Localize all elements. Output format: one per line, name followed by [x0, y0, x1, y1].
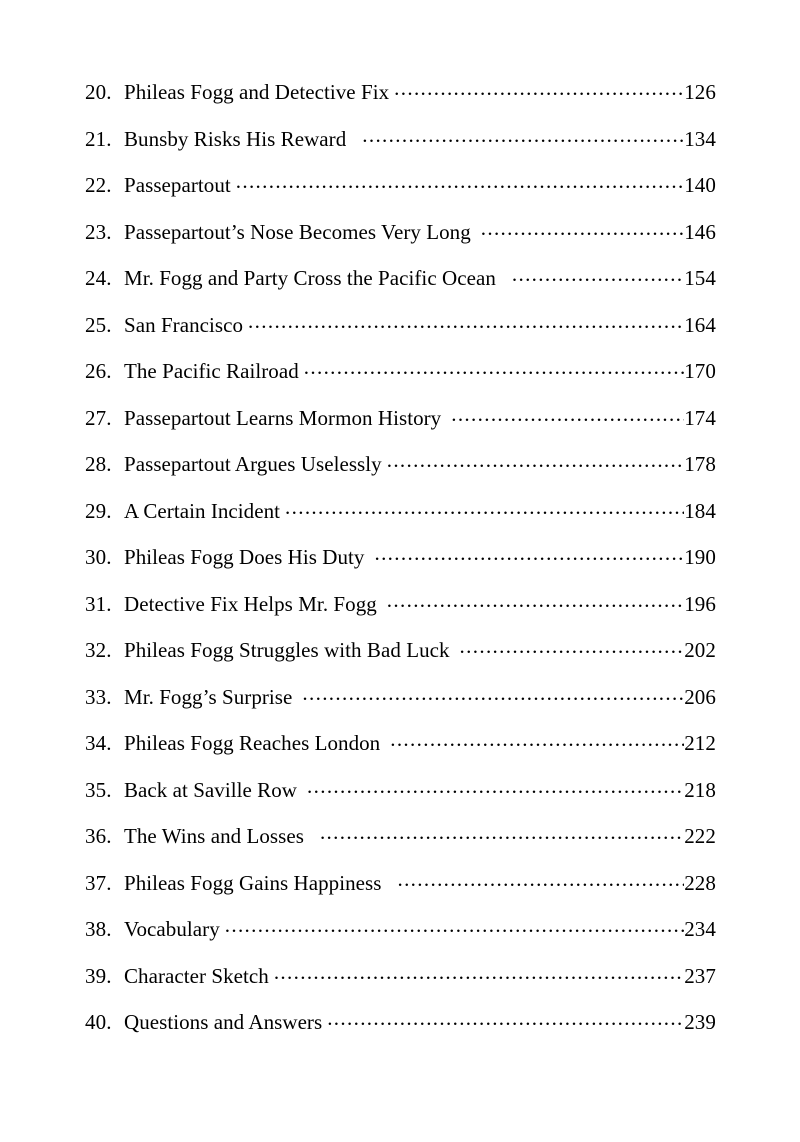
toc-dot-leader [394, 78, 684, 99]
toc-dot-leader [397, 869, 684, 890]
toc-entry-page-number: 212 [684, 731, 716, 755]
toc-dot-leader [274, 962, 684, 983]
toc-entry-number: 35. [85, 777, 112, 802]
toc-dot-leader [248, 311, 684, 332]
toc-entry-page-number: 202 [684, 638, 716, 662]
toc-entry-title: Mr. Fogg and Party Cross the Pacific Ocean [124, 266, 496, 290]
toc-entry-number: 21. [85, 126, 112, 151]
toc-entry-title: San Francisco [124, 312, 244, 337]
toc-entry[interactable] [85, 357, 716, 404]
toc-entry-number: 34. [85, 731, 112, 755]
toc-dot-leader [387, 450, 684, 471]
toc-entry-page-number: 126 [684, 80, 716, 104]
toc-entry[interactable] [85, 962, 716, 1009]
toc-dot-leader [374, 543, 684, 564]
toc-dot-leader [362, 125, 684, 146]
toc-entry[interactable] [85, 218, 716, 265]
table-of-contents-list [85, 78, 716, 1055]
toc-dot-leader [390, 729, 684, 750]
toc-dot-leader [320, 822, 684, 843]
toc-entry-number: 25. [85, 312, 112, 337]
toc-entry-page-number: 239 [684, 1010, 716, 1034]
toc-entry[interactable] [85, 543, 716, 590]
toc-dot-leader [302, 683, 684, 704]
toc-entry[interactable] [85, 450, 716, 497]
toc-entry[interactable] [85, 729, 716, 776]
toc-entry-title: Mr. Fogg’s Surprise [124, 684, 293, 709]
toc-entry-title: Passepartout Argues Uselessly [124, 452, 382, 476]
toc-entry-number: 30. [85, 545, 112, 569]
toc-entry-title: Passepartout [124, 173, 231, 197]
toc-entry-number: 36. [85, 824, 112, 848]
toc-entry-page-number: 174 [684, 405, 716, 430]
toc-entry-page-number: 196 [684, 591, 716, 616]
toc-entry-title: Passepartout Learns Mormon History [124, 405, 442, 430]
toc-entry-page-number: 170 [684, 359, 716, 383]
toc-dot-leader [451, 404, 684, 425]
toc-entry-title: Phileas Fogg Gains Happiness [124, 870, 382, 895]
toc-entry[interactable] [85, 915, 716, 962]
toc-entry-page-number: 178 [684, 452, 716, 476]
toc-dot-leader [481, 218, 684, 239]
toc-entry-number: 26. [85, 359, 112, 383]
toc-entry-number: 28. [85, 452, 112, 476]
toc-entry-number: 40. [85, 1010, 112, 1034]
toc-entry-page-number: 228 [684, 870, 716, 895]
toc-entry[interactable] [85, 171, 716, 218]
toc-entry-number: 20. [85, 80, 112, 104]
toc-entry-number: 23. [85, 219, 112, 244]
toc-entry-title: Phileas Fogg and Detective Fix [124, 80, 390, 104]
toc-dot-leader [512, 264, 684, 285]
toc-entry-page-number: 222 [684, 824, 716, 848]
toc-entry-page-number: 134 [684, 126, 716, 151]
toc-entry[interactable] [85, 1008, 716, 1055]
toc-entry-page-number: 184 [684, 498, 716, 523]
toc-entry-title: Character Sketch [124, 963, 269, 988]
toc-entry-number: 22. [85, 173, 112, 197]
toc-entry-page-number: 190 [684, 545, 716, 569]
toc-entry-number: 29. [85, 498, 112, 523]
toc-entry-page-number: 140 [684, 173, 716, 197]
toc-entry-page-number: 164 [684, 312, 716, 337]
toc-entry[interactable] [85, 78, 716, 125]
toc-entry-title: Questions and Answers [124, 1010, 323, 1034]
toc-entry-number: 38. [85, 917, 112, 941]
toc-entry-title: The Pacific Railroad [124, 359, 299, 383]
toc-entry-number: 31. [85, 591, 112, 616]
toc-entry[interactable] [85, 264, 716, 311]
toc-dot-leader [327, 1008, 684, 1029]
toc-entry[interactable] [85, 497, 716, 544]
toc-entry-number: 24. [85, 266, 112, 290]
toc-entry-title: Detective Fix Helps Mr. Fogg [124, 591, 377, 616]
toc-dot-leader [285, 497, 684, 518]
toc-entry[interactable] [85, 311, 716, 358]
toc-entry-number: 39. [85, 963, 112, 988]
toc-dot-leader [236, 171, 684, 192]
toc-entry[interactable] [85, 636, 716, 683]
toc-entry-number: 37. [85, 870, 112, 895]
toc-entry-title: Phileas Fogg Reaches London [124, 731, 381, 755]
toc-dot-leader [387, 590, 684, 611]
toc-entry-title: Bunsby Risks His Reward [124, 126, 347, 151]
toc-dot-leader [304, 357, 684, 378]
toc-entry-title: Back at Saville Row [124, 777, 298, 802]
toc-entry[interactable] [85, 683, 716, 730]
toc-entry[interactable] [85, 404, 716, 451]
toc-entry[interactable] [85, 822, 716, 869]
toc-entry[interactable] [85, 125, 716, 172]
toc-dot-leader [460, 636, 685, 657]
toc-entry-page-number: 218 [684, 777, 716, 802]
toc-entry-page-number: 234 [684, 917, 716, 941]
toc-entry-title: Passepartout’s Nose Becomes Very Long [124, 219, 471, 244]
toc-entry-title: Phileas Fogg Struggles with Bad Luck [124, 638, 450, 662]
toc-entry-title: Vocabulary [124, 917, 220, 941]
toc-entry-title: Phileas Fogg Does His Duty [124, 545, 365, 569]
toc-entry-page-number: 146 [684, 219, 716, 244]
toc-entry[interactable] [85, 590, 716, 637]
toc-entry-title: A Certain Incident [124, 498, 281, 523]
toc-entry[interactable] [85, 776, 716, 823]
toc-dot-leader [225, 915, 684, 936]
toc-entry-page-number: 206 [684, 684, 716, 709]
toc-entry-number: 27. [85, 405, 112, 430]
toc-entry-page-number: 237 [684, 963, 716, 988]
toc-entry-number: 33. [85, 684, 112, 709]
toc-entry-page-number: 154 [684, 266, 716, 290]
toc-entry[interactable] [85, 869, 716, 916]
toc-entry-title: The Wins and Losses [124, 824, 304, 848]
toc-entry-number: 32. [85, 638, 112, 662]
toc-dot-leader [307, 776, 684, 797]
